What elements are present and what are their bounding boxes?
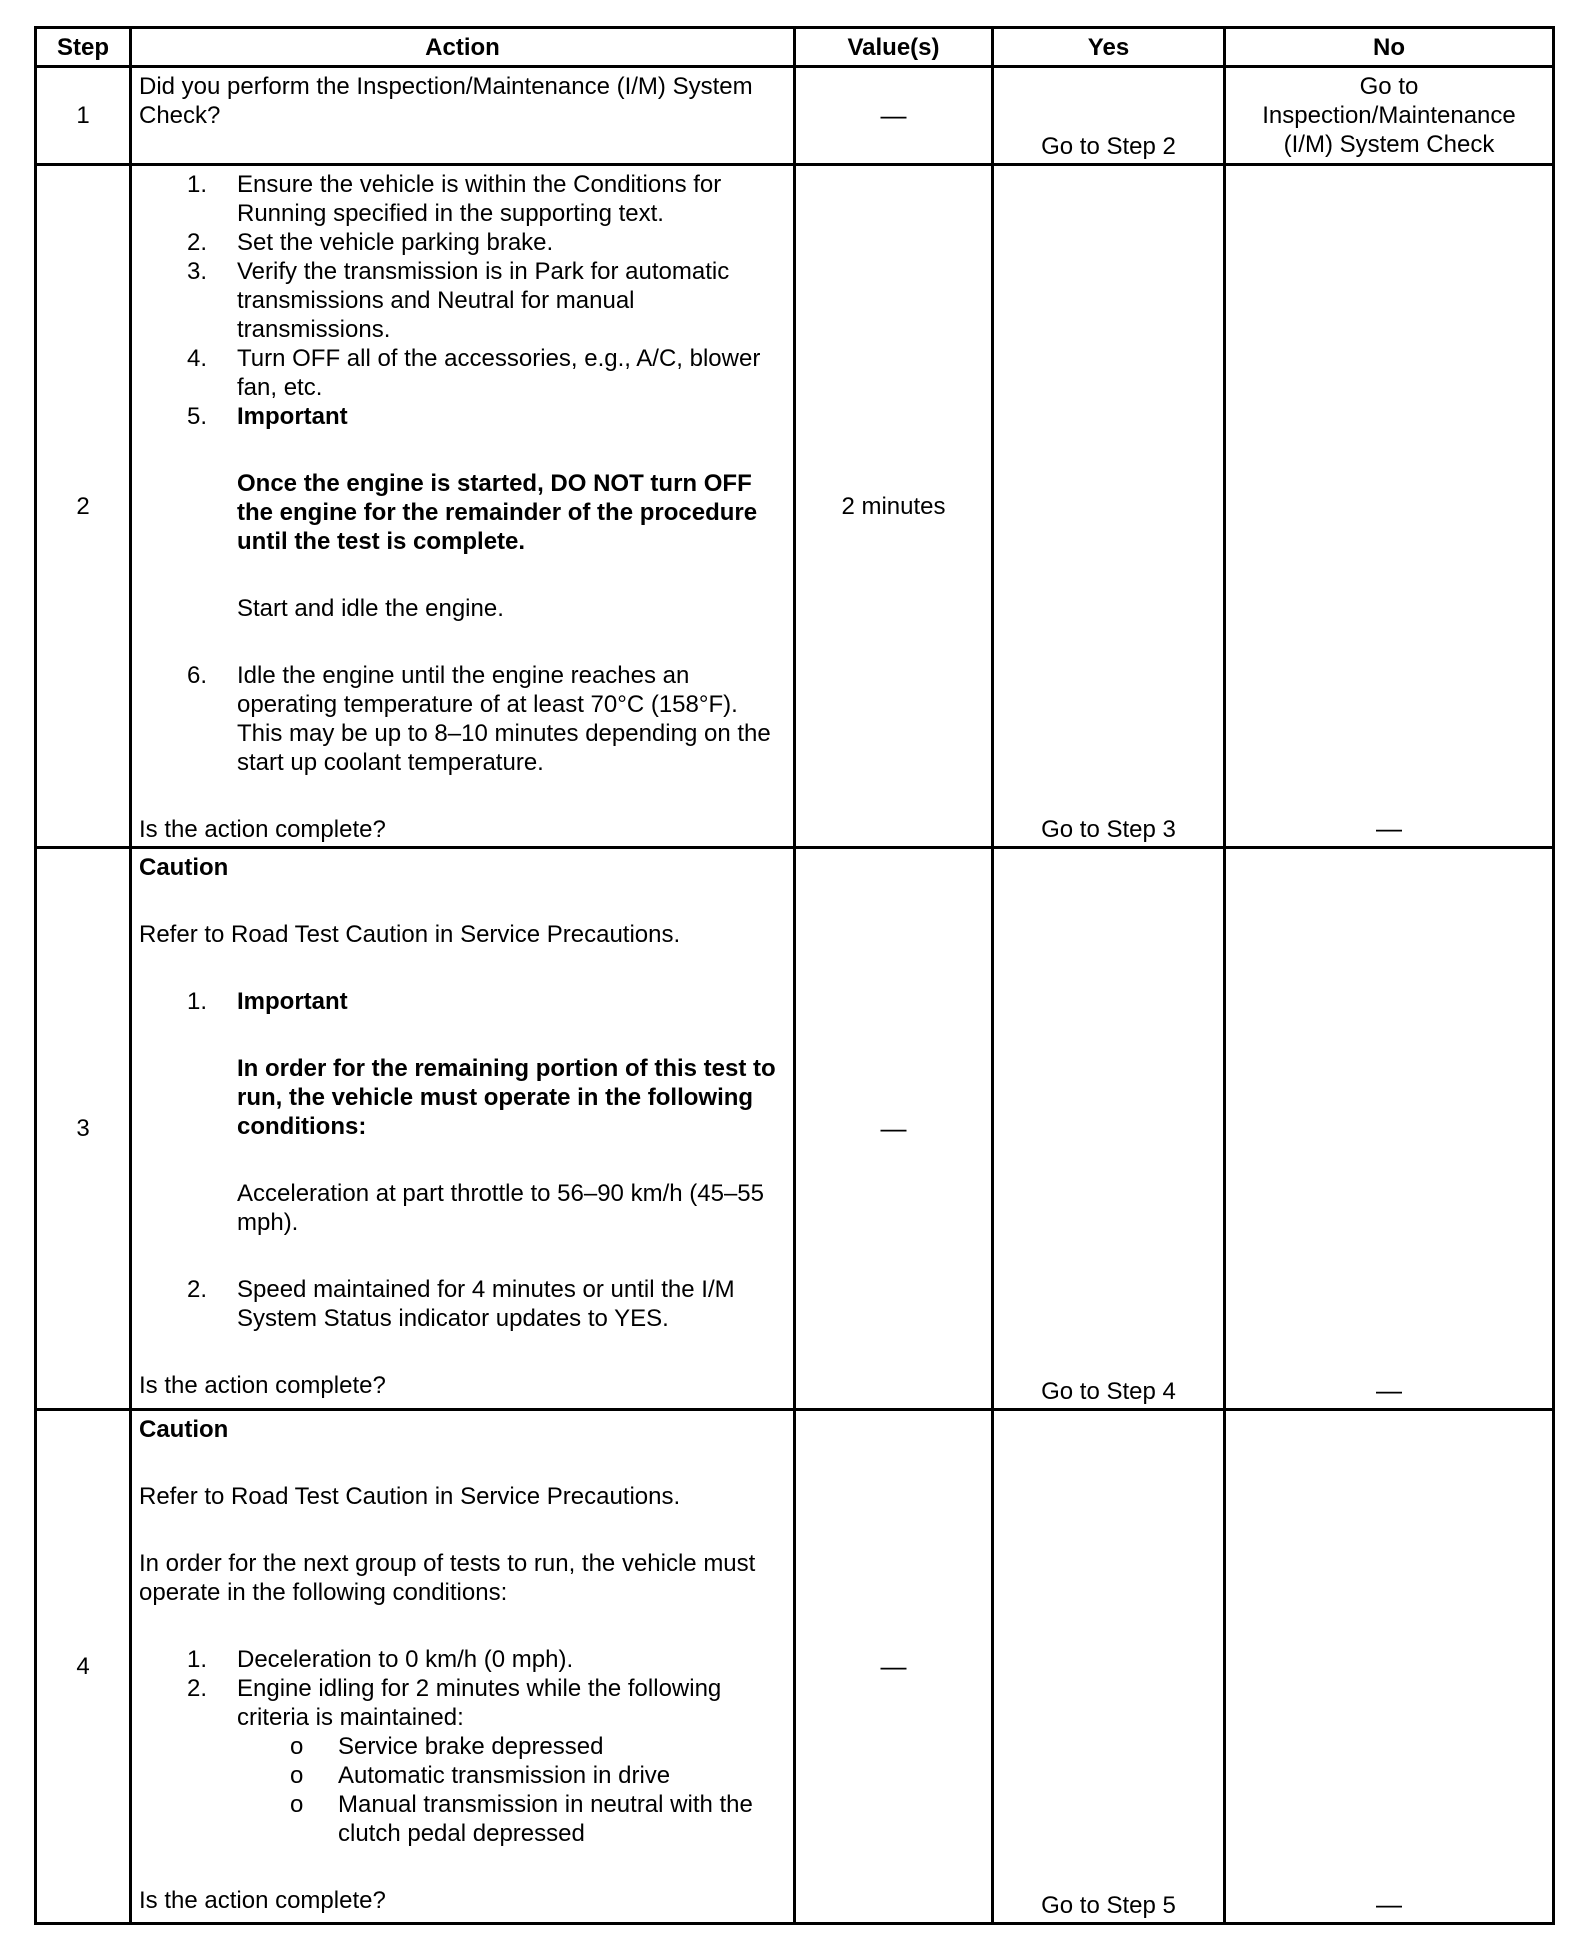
header-yes: Yes	[993, 28, 1225, 67]
value-text: —	[880, 1650, 907, 1681]
bullet-marker: o	[290, 1762, 304, 1789]
yes-goto-link[interactable]: Go to Step 3	[1041, 816, 1176, 843]
important-label: Important	[237, 988, 348, 1015]
bullet-marker: o	[290, 1733, 304, 1760]
no-goto-line[interactable]: Inspection/Maintenance	[1262, 102, 1516, 129]
list-text: Idle the engine until the engine reaches an operating temperature of at least 70°C (158°F). This may be up to 8–10 minutes depending on the start up coolant temperature.	[237, 662, 771, 776]
bullet-item	[139, 1790, 787, 1848]
list-number: 2.	[187, 229, 208, 256]
table-row	[36, 67, 1554, 165]
yes-cell	[993, 848, 1225, 1410]
no-cell	[1225, 1410, 1554, 1924]
table-row	[36, 848, 1554, 1410]
action-text: Did you perform the Inspection/Maintenance (I/M) System Check?	[139, 73, 753, 129]
list-item	[139, 987, 787, 1016]
no-value: —	[1376, 813, 1402, 843]
yes-goto-link[interactable]: Go to Step 2	[1041, 133, 1176, 160]
value-cell	[795, 848, 993, 1410]
list-item	[139, 661, 787, 777]
step-number: 1	[36, 67, 131, 165]
list-item	[139, 170, 787, 228]
value-text: —	[880, 1112, 907, 1143]
list-item	[139, 344, 787, 402]
list-text: Ensure the vehicle is within the Conditions for Running specified in the supporting text.	[237, 171, 722, 227]
header-values: Value(s)	[795, 28, 993, 67]
yes-goto-link[interactable]: Go to Step 5	[1041, 1892, 1176, 1919]
value-cell	[795, 165, 993, 848]
list-item	[139, 1645, 787, 1674]
question-text: Is the action complete?	[139, 816, 386, 843]
no-cell	[1225, 848, 1554, 1410]
no-cell	[1225, 67, 1554, 165]
diagnostic-procedure-table	[34, 26, 1555, 1925]
list-text: Deceleration to 0 km/h (0 mph).	[237, 1646, 574, 1673]
bullet-text: Automatic transmission in drive	[338, 1762, 671, 1789]
yes-cell	[993, 67, 1225, 165]
no-cell	[1225, 165, 1554, 848]
list-number: 4.	[187, 345, 208, 372]
list-number: 1.	[187, 171, 208, 198]
no-goto-line[interactable]: (I/M) System Check	[1283, 131, 1495, 158]
yes-cell	[993, 1410, 1225, 1924]
list-text: Set the vehicle parking brake.	[237, 229, 554, 256]
caution-label: Caution	[139, 1416, 229, 1443]
list-item	[139, 257, 787, 344]
header-step: Step	[36, 28, 131, 67]
list-item	[139, 228, 787, 257]
caution-label: Caution	[139, 854, 229, 881]
list-number: 6.	[187, 662, 208, 689]
list-number: 5.	[187, 403, 208, 430]
action-cell	[131, 67, 795, 165]
bullet-text: Manual transmission in neutral with the clutch pedal depressed	[338, 1791, 753, 1847]
value-cell	[795, 67, 993, 165]
bullet-item	[139, 1732, 787, 1761]
bullet-item	[139, 1761, 787, 1790]
action-cell	[131, 1410, 795, 1924]
header-no: No	[1225, 28, 1554, 67]
question-text: Is the action complete?	[139, 1372, 386, 1399]
list-item	[139, 1275, 787, 1333]
no-value: —	[1376, 1375, 1402, 1405]
value-cell	[795, 1410, 993, 1924]
acceleration-text: Acceleration at part throttle to 56–90 km/h (45–55 mph).	[237, 1180, 764, 1236]
table-row	[36, 1410, 1554, 1924]
important-note: In order for the remaining portion of this test to run, the vehicle must operate in the following conditions:	[237, 1055, 776, 1140]
caution-reference: Refer to Road Test Caution in Service Precautions.	[139, 921, 681, 948]
header-row	[36, 28, 1554, 67]
yes-goto-link[interactable]: Go to Step 4	[1041, 1378, 1176, 1405]
list-text: Engine idling for 2 minutes while the following criteria is maintained:	[237, 1675, 722, 1731]
conditions-intro: In order for the next group of tests to run, the vehicle must operate in the following conditions:	[139, 1550, 756, 1606]
question-text: Is the action complete?	[139, 1887, 386, 1914]
list-text: Speed maintained for 4 minutes or until the I/M System Status indicator updates to YES.	[237, 1276, 735, 1332]
yes-cell	[993, 165, 1225, 848]
header-action: Action	[131, 28, 795, 67]
table-row	[36, 165, 1554, 848]
bullet-text: Service brake depressed	[338, 1733, 604, 1760]
list-item	[139, 1674, 787, 1732]
list-number: 2.	[187, 1276, 208, 1303]
list-number: 1.	[187, 1646, 208, 1673]
value-text: 2 minutes	[841, 492, 946, 520]
list-item	[139, 402, 787, 431]
list-text: Verify the transmission is in Park for automatic transmissions and Neutral for manual transmissions.	[237, 258, 730, 343]
step-number: 3	[36, 848, 131, 1410]
list-number: 1.	[187, 988, 208, 1015]
value-text: —	[880, 99, 907, 130]
important-label: Important	[237, 403, 348, 430]
step-number: 4	[36, 1410, 131, 1924]
list-number: 2.	[187, 1675, 208, 1702]
bullet-marker: o	[290, 1791, 304, 1818]
important-note: Once the engine is started, DO NOT turn OFF the engine for the remainder of the procedure until the test is complete.	[237, 470, 758, 555]
step-number: 2	[36, 165, 131, 848]
no-goto-line[interactable]: Go to	[1359, 73, 1419, 100]
list-text: Turn OFF all of the accessories, e.g., A/C, blower fan, etc.	[237, 345, 761, 401]
no-value: —	[1376, 1889, 1402, 1919]
list-number: 3.	[187, 258, 208, 285]
caution-reference: Refer to Road Test Caution in Service Precautions.	[139, 1483, 681, 1510]
action-cell	[131, 165, 795, 848]
start-engine-text: Start and idle the engine.	[237, 595, 504, 622]
action-cell	[131, 848, 795, 1410]
